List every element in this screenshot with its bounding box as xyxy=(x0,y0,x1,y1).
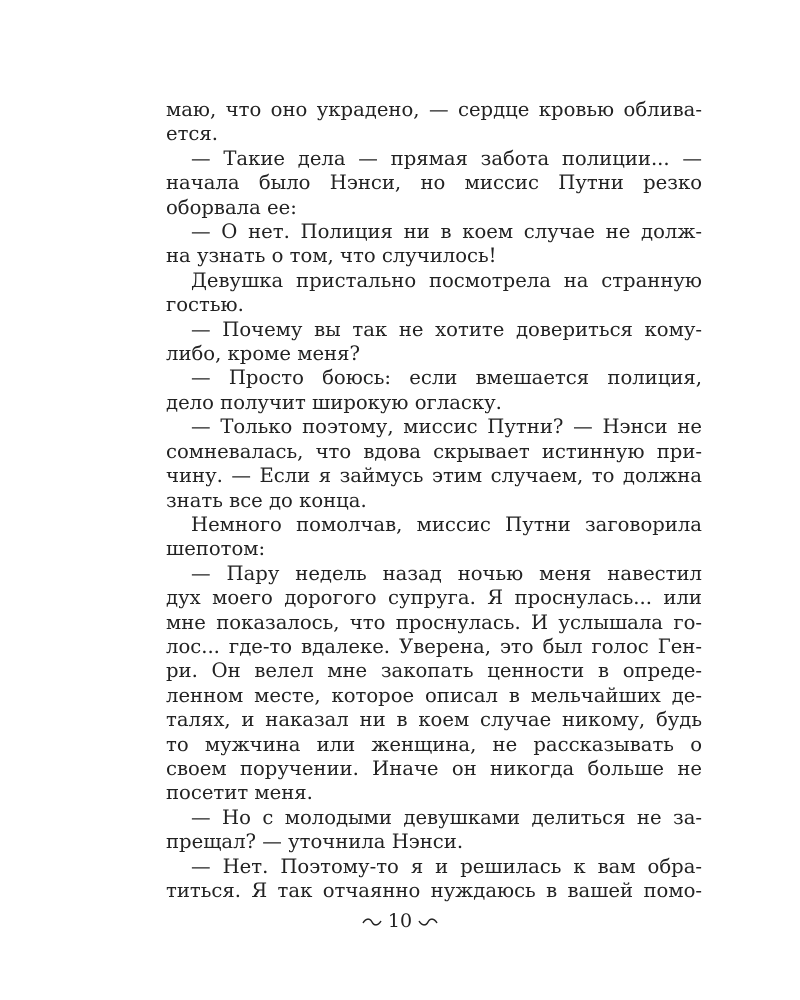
text-line: дело получит широкую огласку. xyxy=(166,390,502,414)
text-line: мне показалось, что проснулась. И услышала го- xyxy=(166,610,702,634)
text-line: ленном месте, которое описал в мельчайших де- xyxy=(166,683,702,707)
text-line: оборвала ее: xyxy=(166,195,297,219)
text-line: Немного помолчав, миссис Путни заговорила xyxy=(191,512,702,536)
text-line: — Пару недель назад ночью меня навестил xyxy=(191,561,702,585)
page-footer xyxy=(0,909,800,933)
text-line: знать все до конца. xyxy=(166,488,367,512)
text-line: начала было Нэнси, но миссис Путни резко xyxy=(166,171,702,195)
text-line: титься. Я так отчаянно нуждаюсь в вашей помо- xyxy=(166,879,702,902)
left-ornament-icon xyxy=(362,917,382,927)
text-line: шепотом: xyxy=(166,537,266,561)
text-line: — О нет. Полиция ни в коем случае не долж- xyxy=(191,220,702,244)
body-text xyxy=(166,98,702,903)
text-line: — Только поэтому, миссис Путни? — Нэнси не xyxy=(191,415,702,439)
text-line: своем поручении. Иначе он никогда больше не xyxy=(166,756,702,780)
text-line: — Но с молодыми девушками делиться не за- xyxy=(191,805,702,829)
page-number: 10 xyxy=(387,910,413,932)
text-line: ри. Он велел мне закопать ценности в опреде- xyxy=(166,659,702,683)
text-line: на узнать о том, что случилось! xyxy=(166,244,497,268)
text-line: посетит меня. xyxy=(166,781,313,805)
text-line: чину. — Если я займусь этим случаем, то должна xyxy=(166,464,702,488)
text-line: — Почему вы так не хотите довериться кому- xyxy=(191,317,702,341)
text-line: ется. xyxy=(166,122,218,146)
text-line: маю, что оно украдено, — сердце кровью облива- xyxy=(166,98,702,121)
text-line: Девушка пристально посмотрела на странную xyxy=(191,268,702,292)
text-line: сомневалась, что вдова скрывает истинную при- xyxy=(166,439,702,463)
text-line: прещал? — уточнила Нэнси. xyxy=(166,830,464,854)
text-line: гостью. xyxy=(166,293,244,317)
text-line: — Просто боюсь: если вмешается полиция, xyxy=(191,366,702,390)
text-line: — Нет. Поэтому-то я и решилась к вам обра- xyxy=(191,854,702,878)
text-line: талях, и наказал ни в коем случае никому, будь xyxy=(166,708,702,732)
text-line: дух моего дорогого супруга. Я проснулась... или xyxy=(166,586,702,610)
text-line: то мужчина или женщина, не рассказывать о xyxy=(166,732,702,756)
text-line: — Такие дела — прямая забота полиции... — xyxy=(191,146,702,170)
right-ornament-icon xyxy=(418,917,438,927)
text-line: либо, кроме меня? xyxy=(166,342,360,366)
text-line: лос... где-то вдалеке. Уверена, это был голос Ген- xyxy=(166,634,702,658)
